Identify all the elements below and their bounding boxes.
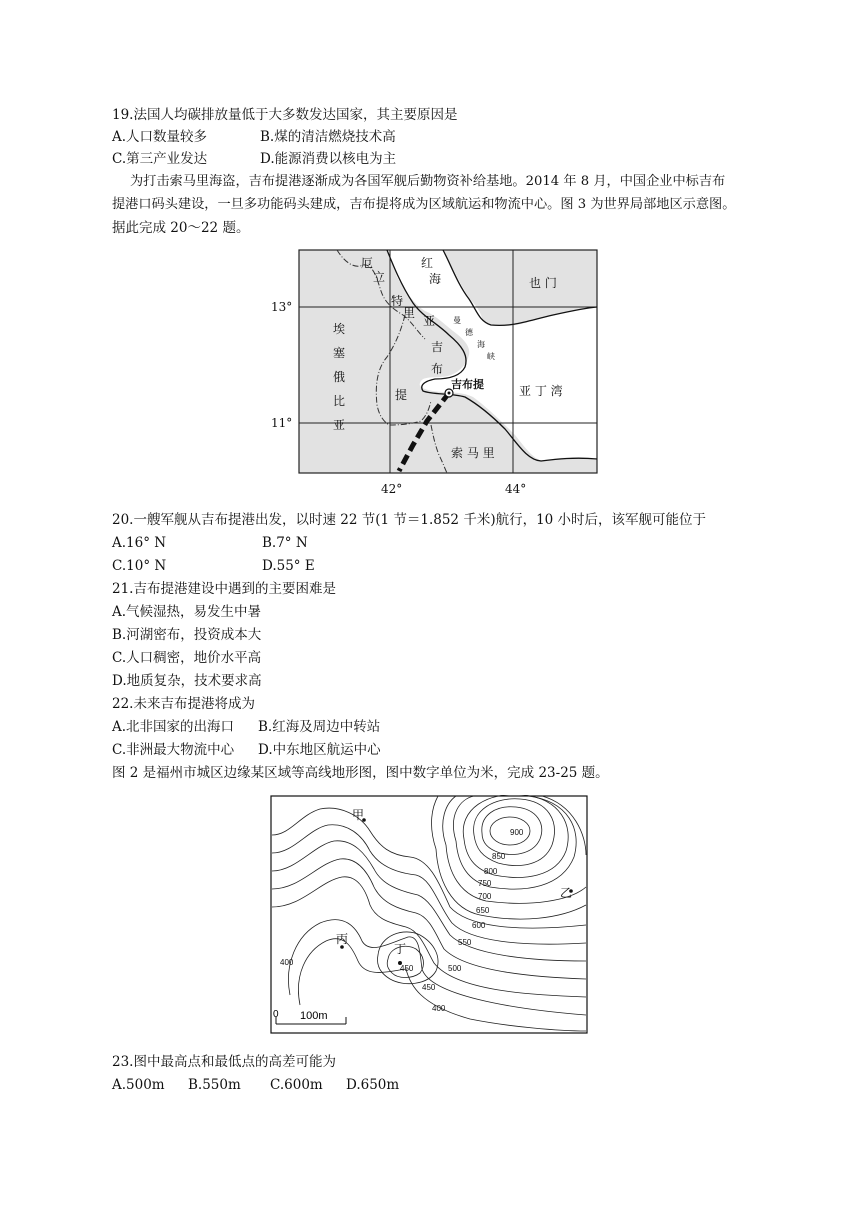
mandeb-char-4: 峡 [487,352,495,361]
contour-label-700: 700 [478,892,492,901]
red-sea-char-2: 海 [429,272,442,286]
ethiopia-char-3: 俄 [333,370,346,384]
eritrea-char-4: 里 [403,306,416,320]
scale-zero: 0 [273,1009,279,1020]
lon-44-label: 44° [505,482,527,496]
contour-map-frame [271,796,587,1033]
lon-42-label: 42° [381,482,403,496]
intro1-line2: 提港口码头建设，一旦多功能码头建成，吉布提将成为区域航运和物流中心。图 3 为世界局部地区示意图。 [112,197,736,212]
eritrea-char-5: 亚 [423,314,436,328]
eritrea-char-3: 特 [391,294,404,308]
contour-label-850: 850 [492,852,506,861]
contour-label-600: 600 [472,921,486,930]
q22-option-b: B.红海及周边中转站 [258,719,381,735]
djibouti-char-3: 提 [395,388,408,402]
q20-option-d: D.55° E [262,558,315,574]
lat-11-label: 11° [271,416,293,430]
q22-option-a: A.北非国家的出海口 [112,719,235,735]
q19-option-a: A.人口数量较多 [112,129,208,145]
q22-option-c: C.非洲最大物流中心 [112,742,235,758]
q21-option-a: A.气候湿热，易发生中暑 [112,604,262,620]
contour-map [270,795,588,1035]
point-jia-label: 甲 [352,808,365,822]
intro1-line1: 为打击索马里海盗，吉布提港逐渐成为各国军舰后勤物资补给基地。2014 年 8 月，中国企业中标吉布 [130,174,726,189]
q21-option-b: B.河湖密布，投资成本大 [112,627,262,643]
djibouti-char-1: 吉 [431,340,444,354]
point-yi-label: 乙 [560,886,573,900]
mandeb-char-3: 海 [477,340,485,349]
contour-label-400: 400 [432,1004,446,1013]
q20-option-c: C.10° N [112,558,167,574]
somalia-label: 索 马 里 [451,446,495,460]
contour-label-750: 750 [478,879,492,888]
q23-option-a: A.500m [112,1077,165,1093]
contour-label-800: 800 [484,867,498,876]
djibouti-char-2: 布 [431,362,444,376]
mandeb-char-1: 曼 [453,316,461,325]
q22-stem: 22.未来吉布提港将成为 [112,696,255,712]
point-bing-label: 丙 [336,932,349,946]
q19-option-b: B.煤的清洁燃烧技术高 [260,129,396,145]
yemen-label: 也 门 [529,276,557,290]
q23-stem: 23.图中最高点和最低点的高差可能为 [112,1054,336,1070]
djibouti-region-map [265,245,625,500]
intro2: 图 2 是福州市城区边缘某区域等高线地形图，图中数字单位为米，完成 23-25 题。 [112,765,609,781]
point-ding-label: 丁 [394,942,407,956]
q19-stem: 19.法国人均碳排放量低于大多数发达国家，其主要原因是 [112,107,458,123]
q22-option-d: D.中东地区航运中心 [258,742,381,758]
mandeb-char-2: 德 [465,328,473,337]
q20-option-a: A.16° N [112,535,167,551]
djibouti-city-dot [448,392,451,395]
q21-stem: 21.吉布提港建设中遇到的主要困难是 [112,581,336,597]
red-sea-char-1: 红 [421,256,434,270]
q21-option-d: D.地质复杂，技术要求高 [112,673,262,689]
contour-label-450-basin: 450 [400,964,414,973]
djibouti-city-label: 吉布提 [451,378,484,391]
contour-label-550: 550 [458,938,472,947]
contour-label-450: 450 [422,983,436,992]
gulf-aden-label: 亚 丁 湾 [519,384,563,398]
contour-label-650: 650 [476,906,490,915]
intro1-line3: 据此完成 20～22 题。 [112,220,250,236]
lat-13-label: 13° [271,300,293,314]
eritrea-char-2: 立 [373,270,386,284]
ethiopia-char-4: 比 [333,394,346,408]
q20-stem: 20.一艘军舰从吉布提港出发，以时速 22 节(1 节＝1.852 千米)航行，10 小时后，该军舰可能位于 [112,512,707,528]
ethiopia-char-1: 埃 [333,322,346,336]
q21-option-c: C.人口稠密，地价水平高 [112,650,262,666]
q23-option-b: B.550m [188,1077,241,1093]
q23-option-c: C.600m [270,1077,323,1093]
contour-label-900: 900 [510,828,524,837]
ethiopia-char-2: 塞 [333,346,346,360]
q19-option-d: D.能源消费以核电为主 [260,151,397,167]
q23-option-d: D.650m [346,1077,400,1093]
contour-label-400-left: 400 [280,958,294,967]
scale-label: 100m [300,1010,328,1022]
ethiopia-char-5: 亚 [333,418,346,432]
eritrea-char-1: 厄 [361,256,374,270]
q19-option-c: C.第三产业发达 [112,151,208,167]
q20-option-b: B.7° N [262,535,308,551]
contour-label-500: 500 [448,964,462,973]
